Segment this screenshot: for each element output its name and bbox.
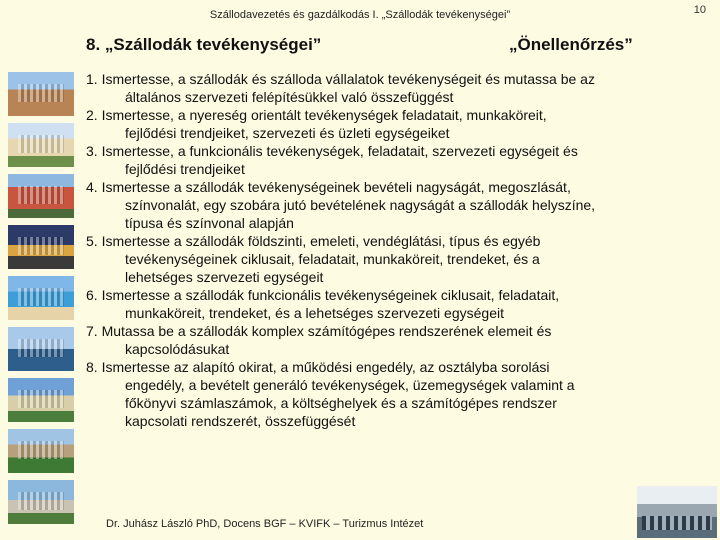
page-title: 8. „Szállodák tevékenységei”	[86, 35, 322, 54]
list-item-text: Ismertesse, a nyereség orientált tevékenységek feladatait, munkaköreit,	[101, 107, 547, 123]
list-item	[86, 178, 686, 232]
list-item-continuation: tevékenységeinek ciklusait, feladatait, munkaköreit, trendeket, és a	[125, 251, 540, 267]
list-item-text: Ismertesse a szállodák tevékenységeinek bevételi nagyságát, megoszlását,	[101, 179, 571, 195]
list-item	[86, 358, 686, 430]
list-item	[86, 322, 686, 358]
list-item	[86, 142, 686, 178]
list-item-text: Ismertesse a szállodák funkcionális tevékenységeinek ciklusait, feladatait,	[101, 287, 560, 303]
hotel-photo-5	[8, 276, 74, 320]
page-number: 10	[693, 4, 706, 16]
list-item-number: 4.	[86, 179, 98, 195]
list-item-text: Ismertesse, a szállodák és szálloda vállalatok tevékenységeit és mutassa be az	[101, 71, 595, 87]
list-item-number: 6.	[86, 287, 98, 303]
list-item-continuation: lehetséges szervezeti egységeit	[125, 269, 324, 285]
list-item-number: 2.	[86, 107, 98, 123]
hotel-photo-7	[8, 378, 74, 422]
list-item-continuation: fejlődési trendjeiket	[125, 161, 245, 177]
list-item-continuation: főkönyvi számlaszámok, a költséghelyek és a számítógépes rendszer	[125, 395, 557, 411]
hotel-photo-8	[8, 429, 74, 473]
hotel-photo-3	[8, 174, 74, 218]
list-item-number: 3.	[86, 143, 98, 159]
list-item	[86, 232, 686, 286]
list-item	[86, 286, 686, 322]
list-item-number: 8.	[86, 359, 98, 375]
list-item-continuation: fejlődési trendjeiket, szervezeti és üzleti egységeiket	[125, 125, 450, 141]
list-item-continuation: kapcsolódásukat	[125, 341, 230, 357]
list-item-number: 5.	[86, 233, 98, 249]
list-item-continuation: típusa és színvonal alapján	[125, 215, 294, 231]
photo-sidebar	[8, 72, 74, 531]
list-item-text: Mutassa be a szállodák komplex számítógépes rendszerének elemeit és	[101, 323, 552, 339]
conference-room-photo	[637, 486, 717, 538]
list-item-text: Ismertesse az alapító okirat, a működési engedély, az osztályba sorolási	[101, 359, 550, 375]
hotel-photo-1	[8, 72, 74, 116]
list-item-continuation: kapcsolati rendszerét, összefüggését	[125, 413, 356, 429]
question-list	[86, 70, 686, 430]
list-item-text: Ismertesse a szállodák földszinti, emeleti, vendéglátási, típus és egyéb	[101, 233, 541, 249]
list-item	[86, 106, 686, 142]
footer-author: Dr. Juhász László PhD, Docens BGF – KVIFK – Turizmus Intézet	[106, 518, 424, 530]
list-item-continuation: munkaköreit, trendeket, és a lehetséges szervezeti egységeit	[125, 305, 504, 321]
hotel-photo-6	[8, 327, 74, 371]
list-item-continuation: engedély, a bevételt generáló tevékenységek, üzemegységek valamint a	[125, 377, 575, 393]
list-item	[86, 70, 686, 106]
list-item-text: Ismertesse, a funkcionális tevékenységek, feladatait, szervezeti egységeit és	[101, 143, 578, 159]
list-item-number: 1.	[86, 71, 98, 87]
list-item-continuation: színvonalát, egy szobára jutó bevételének nagyságát a szállodák helyszíne,	[125, 197, 596, 213]
list-item-number: 7.	[86, 323, 98, 339]
list-item-continuation: általános szervezeti felépítésükkel való összefüggést	[125, 89, 454, 105]
hotel-photo-9	[8, 480, 74, 524]
page-subtitle: „Önellenőrzés”	[509, 35, 633, 54]
hotel-photo-4	[8, 225, 74, 269]
header-course-line: Szállodavezetés és gazdálkodás I. „Szállodák tevékenységei”	[209, 9, 511, 21]
hotel-photo-2	[8, 123, 74, 167]
